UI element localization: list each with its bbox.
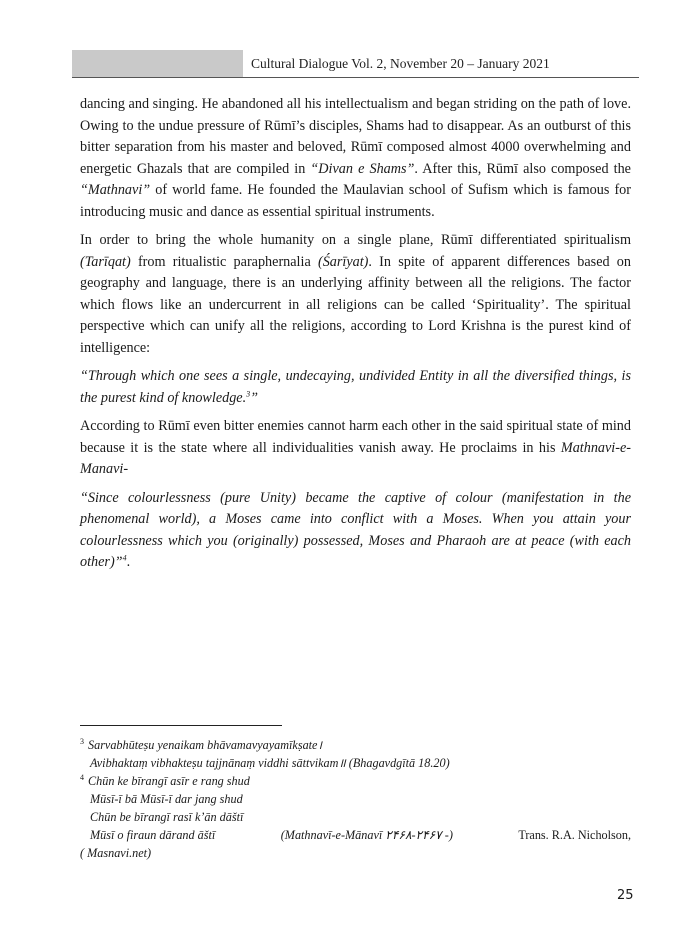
header-rule <box>72 77 639 78</box>
footnote-ref-4[interactable]: 4 <box>122 553 127 563</box>
footnote-3-line-2: Avibhaktaṃ vibhakteṣu tajjnānaṃ viddhi sāttvikam॥ (Bhagavdgītā 18.20) <box>90 756 450 770</box>
paragraph-3: According to Rūmī even bitter enemies cannot harm each other in the said spiritual state of mind because it is the state where all individualities vanish away. He proclaims in his Mathnavi-e-Manavi- <box>80 418 631 477</box>
page-number: 25 <box>617 888 634 903</box>
divan-title: “Divan e Shams” <box>310 160 415 177</box>
tariqat-term: (Tarīqat) <box>80 253 131 270</box>
quote-rumi: “Since colourlessness (pure Unity) became the captive of colour (manifestation in the phenomenal world), a Moses came into conflict with a Moses. When you attain your colourlessness which you (originally) possessed, Moses and Pharaoh are at peace (with each other)”$^4$. <box>80 489 631 570</box>
footnote-ref-3[interactable]: 3 <box>246 388 251 398</box>
paragraph-2: In order to bring the whole humanity on a single plane, Rūmī differentiated spiritualism (Tarīqat) from ritualistic paraphernalia (Śarīyat). In spite of apparent differences based on geography and language, there is an underlying affinity between all the religions. The factor which flows like an undercurrent in all religions can be called ‘Spirituality’. The spiritual perspective which can unify all the religions, according to Lord Krishna is the purest kind of intelligence: <box>80 232 631 356</box>
header-shade-bar <box>72 50 243 77</box>
footnote-4-line-2: Mūsī-ī bā Mūsī-ī dar jang shud <box>90 792 243 806</box>
mathnavi-manavi-title: Mathnavi-e-Manavi- <box>80 439 631 477</box>
footnote-4-line-5: ( Masnavi.net) <box>80 846 152 860</box>
paragraph-1: dancing and singing. He abandoned all his intellectualism and began striding on the path of love. Owing to the undue pressure of Rūmī’s disciples, Shams had to disappear. As an outburst of this bitter separation from his master and beloved, Rūmī composed almost 4000 overwhelming and energetic Ghazals that are compiled in “Divan e Shams”. After this, Rūmī also composed the “Mathnavi” of world fame. He founded the Maulavian school of Sufism which is famous for introducing music and dance as essential spiritual instruments. <box>80 96 631 220</box>
mathnavi-title: “Mathnavi” <box>80 182 151 198</box>
footnotes <box>80 736 631 862</box>
footnote-4-line-4: Mūsī o firaun dārand āštī (Mathnavī-e-Mānavī ۲۴۶۸-۲۴۶۷ -) Trans. R.A. Nicholson, <box>90 828 631 842</box>
footnote-3-line-1: $^3$ Sarvabhūteṣu yenaikam bhāvamavyayamīkṣate। <box>80 736 323 752</box>
footnote-4-line-1: $^4$ Chūn ke bīrangī asīr e rang shud <box>80 772 250 788</box>
body-text <box>80 94 631 581</box>
footnote-separator <box>80 725 282 726</box>
quote-gita: “Through which one sees a single, undecaying, undivided Entity in all the diversified things, is the purest kind of knowledge.$^3$” <box>80 368 631 406</box>
footnote-4-line-3: Chūn be bīrangī rasī k’ān dāštī <box>90 810 244 824</box>
sariyat-term: (Śarīyat) <box>317 253 369 270</box>
journal-header: Cultural Dialogue Vol. 2, November 20 – January 2021 <box>251 56 550 71</box>
